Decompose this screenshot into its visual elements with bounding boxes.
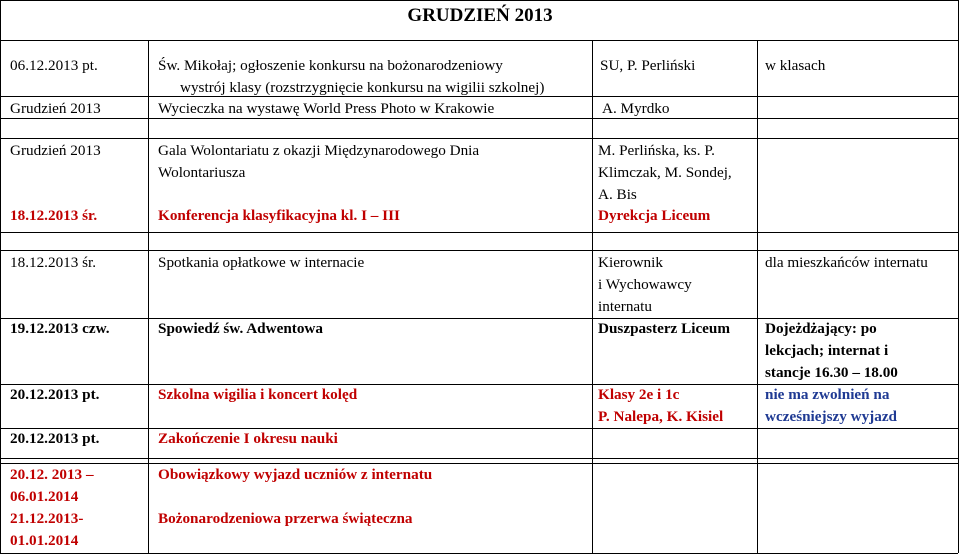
event-cell: Obowiązkowy wyjazd uczniów z internatu [158,466,433,483]
date-cell: Grudzień 2013 [10,142,101,159]
person-cell: Dyrekcja Liceum [598,207,711,224]
person-cell: SU, P. Perliński [600,57,696,74]
date-cell: 21.12.2013- [10,510,84,527]
event-cell: Wycieczka na wystawę World Press Photo w Krakowie [158,100,495,117]
note-cell: stancje 16.30 – 18.00 [765,364,898,381]
event-cell: Szkolna wigilia i koncert kolęd [158,386,358,403]
person-cell: A. Myrdko [602,100,670,117]
person-cell: internatu [598,298,652,315]
date-cell: 18.12.2013 śr. [10,207,98,224]
table-rule [0,0,1,553]
table-rule [0,463,958,464]
table-rule [0,138,958,139]
person-cell: i Wychowawcy [598,276,692,293]
note-cell: nie ma zwolnień na [765,386,890,403]
date-cell: 18.12.2013 śr. [10,254,97,271]
event-cell: Wolontariusza [158,164,246,181]
person-cell: M. Perlińska, ks. P. [598,142,715,159]
event-cell: Św. Mikołaj; ogłoszenie konkursu na bożonarodzeniowy [158,57,503,74]
person-cell: Klasy 2e i 1c [598,386,680,403]
table-rule [148,40,149,553]
table-rule [592,40,593,553]
event-cell: Gala Wolontariatu z okazji Międzynarodowego Dnia [158,142,480,159]
date-cell: 19.12.2013 czw. [10,320,110,337]
note-cell: dla mieszkańców internatu [765,254,928,271]
note-cell: w klasach [765,57,826,74]
event-cell: Zakończenie I okresu nauki [158,430,338,447]
event-cell: wystrój klasy (rozstrzygnięcie konkursu na wigilii szkolnej) [180,79,545,96]
person-cell: Duszpasterz Liceum [598,320,731,337]
date-cell: 20.12. 2013 – [10,466,94,483]
event-cell: Konferencja klasyfikacyjna kl. I – III [158,207,400,224]
table-rule [0,250,958,251]
note-cell: Dojeżdżający: po [765,320,877,337]
person-cell: A. Bis [598,186,637,203]
date-cell: 06.12.2013 pt. [10,57,98,74]
note-cell: wcześniejszy wyjazd [765,408,898,425]
table-rule [757,40,758,553]
date-cell: Grudzień 2013 [10,100,101,117]
person-cell: P. Nalepa, K. Kisiel [598,408,724,425]
note-cell: lekcjach; internat i [765,342,889,359]
date-cell: 20.12.2013 pt. [10,430,100,447]
person-cell: Klimczak, M. Sondej, [598,164,732,181]
table-rule [0,232,958,233]
table-rule [0,458,958,459]
event-cell: Spowiedź św. Adwentowa [158,320,323,337]
event-cell: Bożonarodzeniowa przerwa świąteczna [158,510,413,527]
table-rule [0,553,958,554]
date-cell: 01.01.2014 [10,532,79,549]
page-title: GRUDZIEŃ 2013 [407,5,553,26]
table-rule [0,40,958,41]
event-cell: Spotkania opłatkowe w internacie [158,254,365,271]
person-cell: Kierownik [598,254,663,271]
date-cell: 20.12.2013 pt. [10,386,100,403]
table-rule [0,428,958,429]
table-rule [0,0,958,1]
date-cell: 06.01.2014 [10,488,79,505]
table-rule [958,0,959,553]
